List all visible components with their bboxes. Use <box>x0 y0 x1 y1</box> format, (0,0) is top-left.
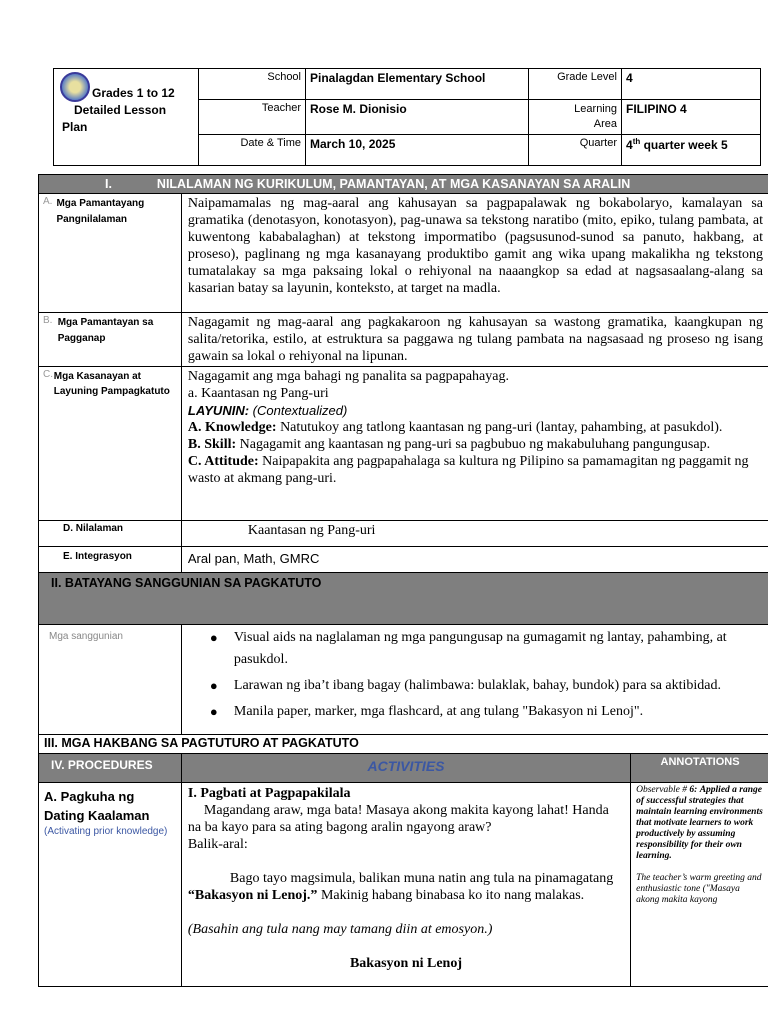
observable-num: 6: <box>689 785 698 795</box>
c-label: Mga Kasanayan at Layuning Pampagkatuto <box>53 371 170 397</box>
performance-standards-text: Nagagamit ng mag-aaral ang pagkakaroon ng kahusayan sa wastong gramatika, kaangkupan ng salita/retorika, estilo, at estruktura sa paggawa ng tulang pambata na nagsasaad ng proseso ng isang gawain sa lokal o rehiyonal na lipunan. <box>181 313 768 367</box>
poem-title: Bakasyon ni Lenoj <box>349 956 463 971</box>
lesson-table <box>38 174 768 987</box>
skill-line <box>188 436 763 453</box>
deped-seal-icon <box>60 72 90 102</box>
c-line2: a. Kaantasan ng Pang-uri <box>187 386 329 401</box>
brand-cell <box>54 69 199 166</box>
nilalaman-label: D. Nilalaman <box>39 521 182 547</box>
ref-item: ● Visual aids na naglalaman ng mga pangungusap na gumagamit ng lantay, pahambing, at pasukdol. <box>234 627 763 671</box>
attitude-label: C. Attitude: <box>187 454 259 469</box>
quarter-label: Quarter <box>529 135 622 166</box>
poem-title-inline: “Bakasyon ni Lenoj.” <box>187 888 318 903</box>
pagkuha-label <box>39 783 182 987</box>
attitude-line <box>188 453 763 487</box>
annotation-observable <box>636 785 764 862</box>
pagkuha-title1: A. Pagkuha ng <box>44 789 135 804</box>
knowledge-label: A. Knowledge: <box>187 420 277 435</box>
skill-text: Nagagamit ang kaantasan ng pang-uri sa pagbubuo ng makabuluhang pangungusap. <box>239 437 711 452</box>
integrasyon-text: Aral pan, Math, GMRC <box>181 547 768 573</box>
observable-desc: Applied a range of successful strategies that maintain learning environments that motivate learners to work productively by assuming responsibility for their own learning. <box>636 785 763 861</box>
ref-item: ● Larawan ng iba’t ibang bagay (halimbawa: bulaklak, bahay, bundok) para sa aktibidad. <box>234 675 763 697</box>
nilalaman-text: Kaantasan ng Pang-uri <box>181 521 768 547</box>
section2-header: II. BATAYANG SANGGUNIAN SA PAGKATUTO <box>39 573 768 625</box>
b-label: Mga Pamantayan sa Pagganap <box>57 317 154 344</box>
section1-roman: I. <box>105 177 112 191</box>
quarter-rest: quarter week 5 <box>640 138 728 152</box>
activity-text <box>181 783 630 987</box>
header-table <box>53 68 761 166</box>
section1-header <box>39 175 768 194</box>
c-mark: C. <box>43 369 53 380</box>
reading-instruction: (Basahin ang tula nang may tamang diin at emosyon.) <box>187 922 493 937</box>
knowledge-line <box>188 419 763 436</box>
activities-header: ACTIVITIES <box>181 754 630 783</box>
procedures-header: IV. PROCEDURES <box>39 754 182 783</box>
grade-label: Grade Level <box>529 69 622 100</box>
attitude-text: Naipapakita ang pagpapahalaga sa kultura ng Pilipino sa pamamagitan ng paggamit ng wasto at akmang pang-uri. <box>187 454 749 486</box>
review-text-a: Bago tayo magsimula, balikan muna natin ang tula na pinamagatang <box>229 871 614 886</box>
activity-greeting: Magandang araw, mga bata! Masaya akong makita kayong lahat! Handa na ba kayo para sa ating bagong aralin ngayong araw? <box>187 803 609 835</box>
integrasyon-label: E. Integrasyon <box>39 547 182 573</box>
area-value: FILIPINO 4 <box>622 100 761 135</box>
section3-header: III. MGA HAKBANG SA PAGTUTURO AT PAGKATUTO <box>39 735 768 754</box>
activity-review <box>188 870 624 904</box>
annotation-note: The teacher’s warm greeting and enthusiastic tone ("Masaya akong makita kayong <box>636 873 762 905</box>
performance-standards-label <box>39 313 182 367</box>
observable-label: Observable # <box>636 785 690 795</box>
quarter-value <box>622 135 761 166</box>
date-value: March 10, 2025 <box>306 135 529 166</box>
brand-line2: Detailed Lesson <box>74 103 167 117</box>
c-line1: Nagagamit ang mga bahagi ng panalita sa pagpapahayag. <box>187 369 509 384</box>
area-label-line1: Learning <box>574 103 617 115</box>
activity-heading: I. Pagbati at Pagpapakilala <box>187 786 351 801</box>
area-label <box>529 100 622 135</box>
balik-aral: Balik-aral: <box>187 837 248 852</box>
knowledge-text: Natutukoy ang tatlong kaantasan ng pang-uri (lantay, pahambing, at pasukdol). <box>280 420 723 435</box>
school-label: School <box>199 69 306 100</box>
annotation-text <box>631 783 768 987</box>
content-standards-text: Naipamamalas ng mag-aaral ang kahusayan sa pagpapalawak ng bokabolaryo, kamalayan sa gramatika (denotasyon, konotasyon), pag-unawa sa tekstong naratibo (mito, epiko, tulang pambata, at kuwentong kababalaghan) at tekstong impormatibo (pagsusunod-sunod sa panuto, hakbang, at proseso), paglinang ng mga kasanayang produktibo gamit ang wika upang makalikha ng tekstong tumatalakay sa mga paksaing lokal o rehiyonal na naaangkop sa edad at nagsasaalang-alang sa kasarian batay sa layunin, konteksto, at target na madla. <box>181 194 768 313</box>
school-value: Pinalagdan Elementary School <box>306 69 529 100</box>
section1-title: NILALAMAN NG KURIKULUM, PAMANTAYAN, AT MGA KASANAYAN SA ARALIN <box>156 177 631 191</box>
ref-item: ● Manila paper, marker, mga flashcard, at ang tulang "Bakasyon ni Lenoj". <box>234 701 763 723</box>
teacher-label: Teacher <box>199 100 306 135</box>
review-text-c: Makinig habang binabasa ko ito nang malakas. <box>317 888 585 903</box>
a-label: Mga Pamantayang Pangnilalaman <box>56 198 145 225</box>
sanggunian-label: Mga sanggunian <box>39 625 182 735</box>
competencies-label <box>39 367 182 521</box>
teacher-value: Rose M. Dionisio <box>306 100 529 135</box>
competencies-text <box>181 367 768 521</box>
pagkuha-sub: (Activating prior knowledge) <box>44 826 168 837</box>
skill-label: B. Skill: <box>187 437 237 452</box>
sanggunian-list <box>181 625 768 735</box>
brand-line3: Plan <box>62 120 88 134</box>
quarter-num: 4 <box>626 138 633 152</box>
layunin-line <box>188 402 763 419</box>
brand-line1: Grades 1 to 12 <box>92 86 175 100</box>
layunin-label: LAYUNIN: <box>187 403 250 418</box>
content-standards-label <box>39 194 182 313</box>
pagkuha-title2: Dating Kaalaman <box>44 808 150 823</box>
a-mark: A. <box>43 196 53 207</box>
grade-value: 4 <box>622 69 761 100</box>
date-label: Date & Time <box>199 135 306 166</box>
quarter-sup: th <box>632 137 641 146</box>
annotations-header: ANNOTATIONS <box>631 754 768 783</box>
layunin-context: (Contextualized) <box>252 403 348 418</box>
area-label-line2: Area <box>593 118 617 130</box>
b-mark: B. <box>43 315 53 326</box>
